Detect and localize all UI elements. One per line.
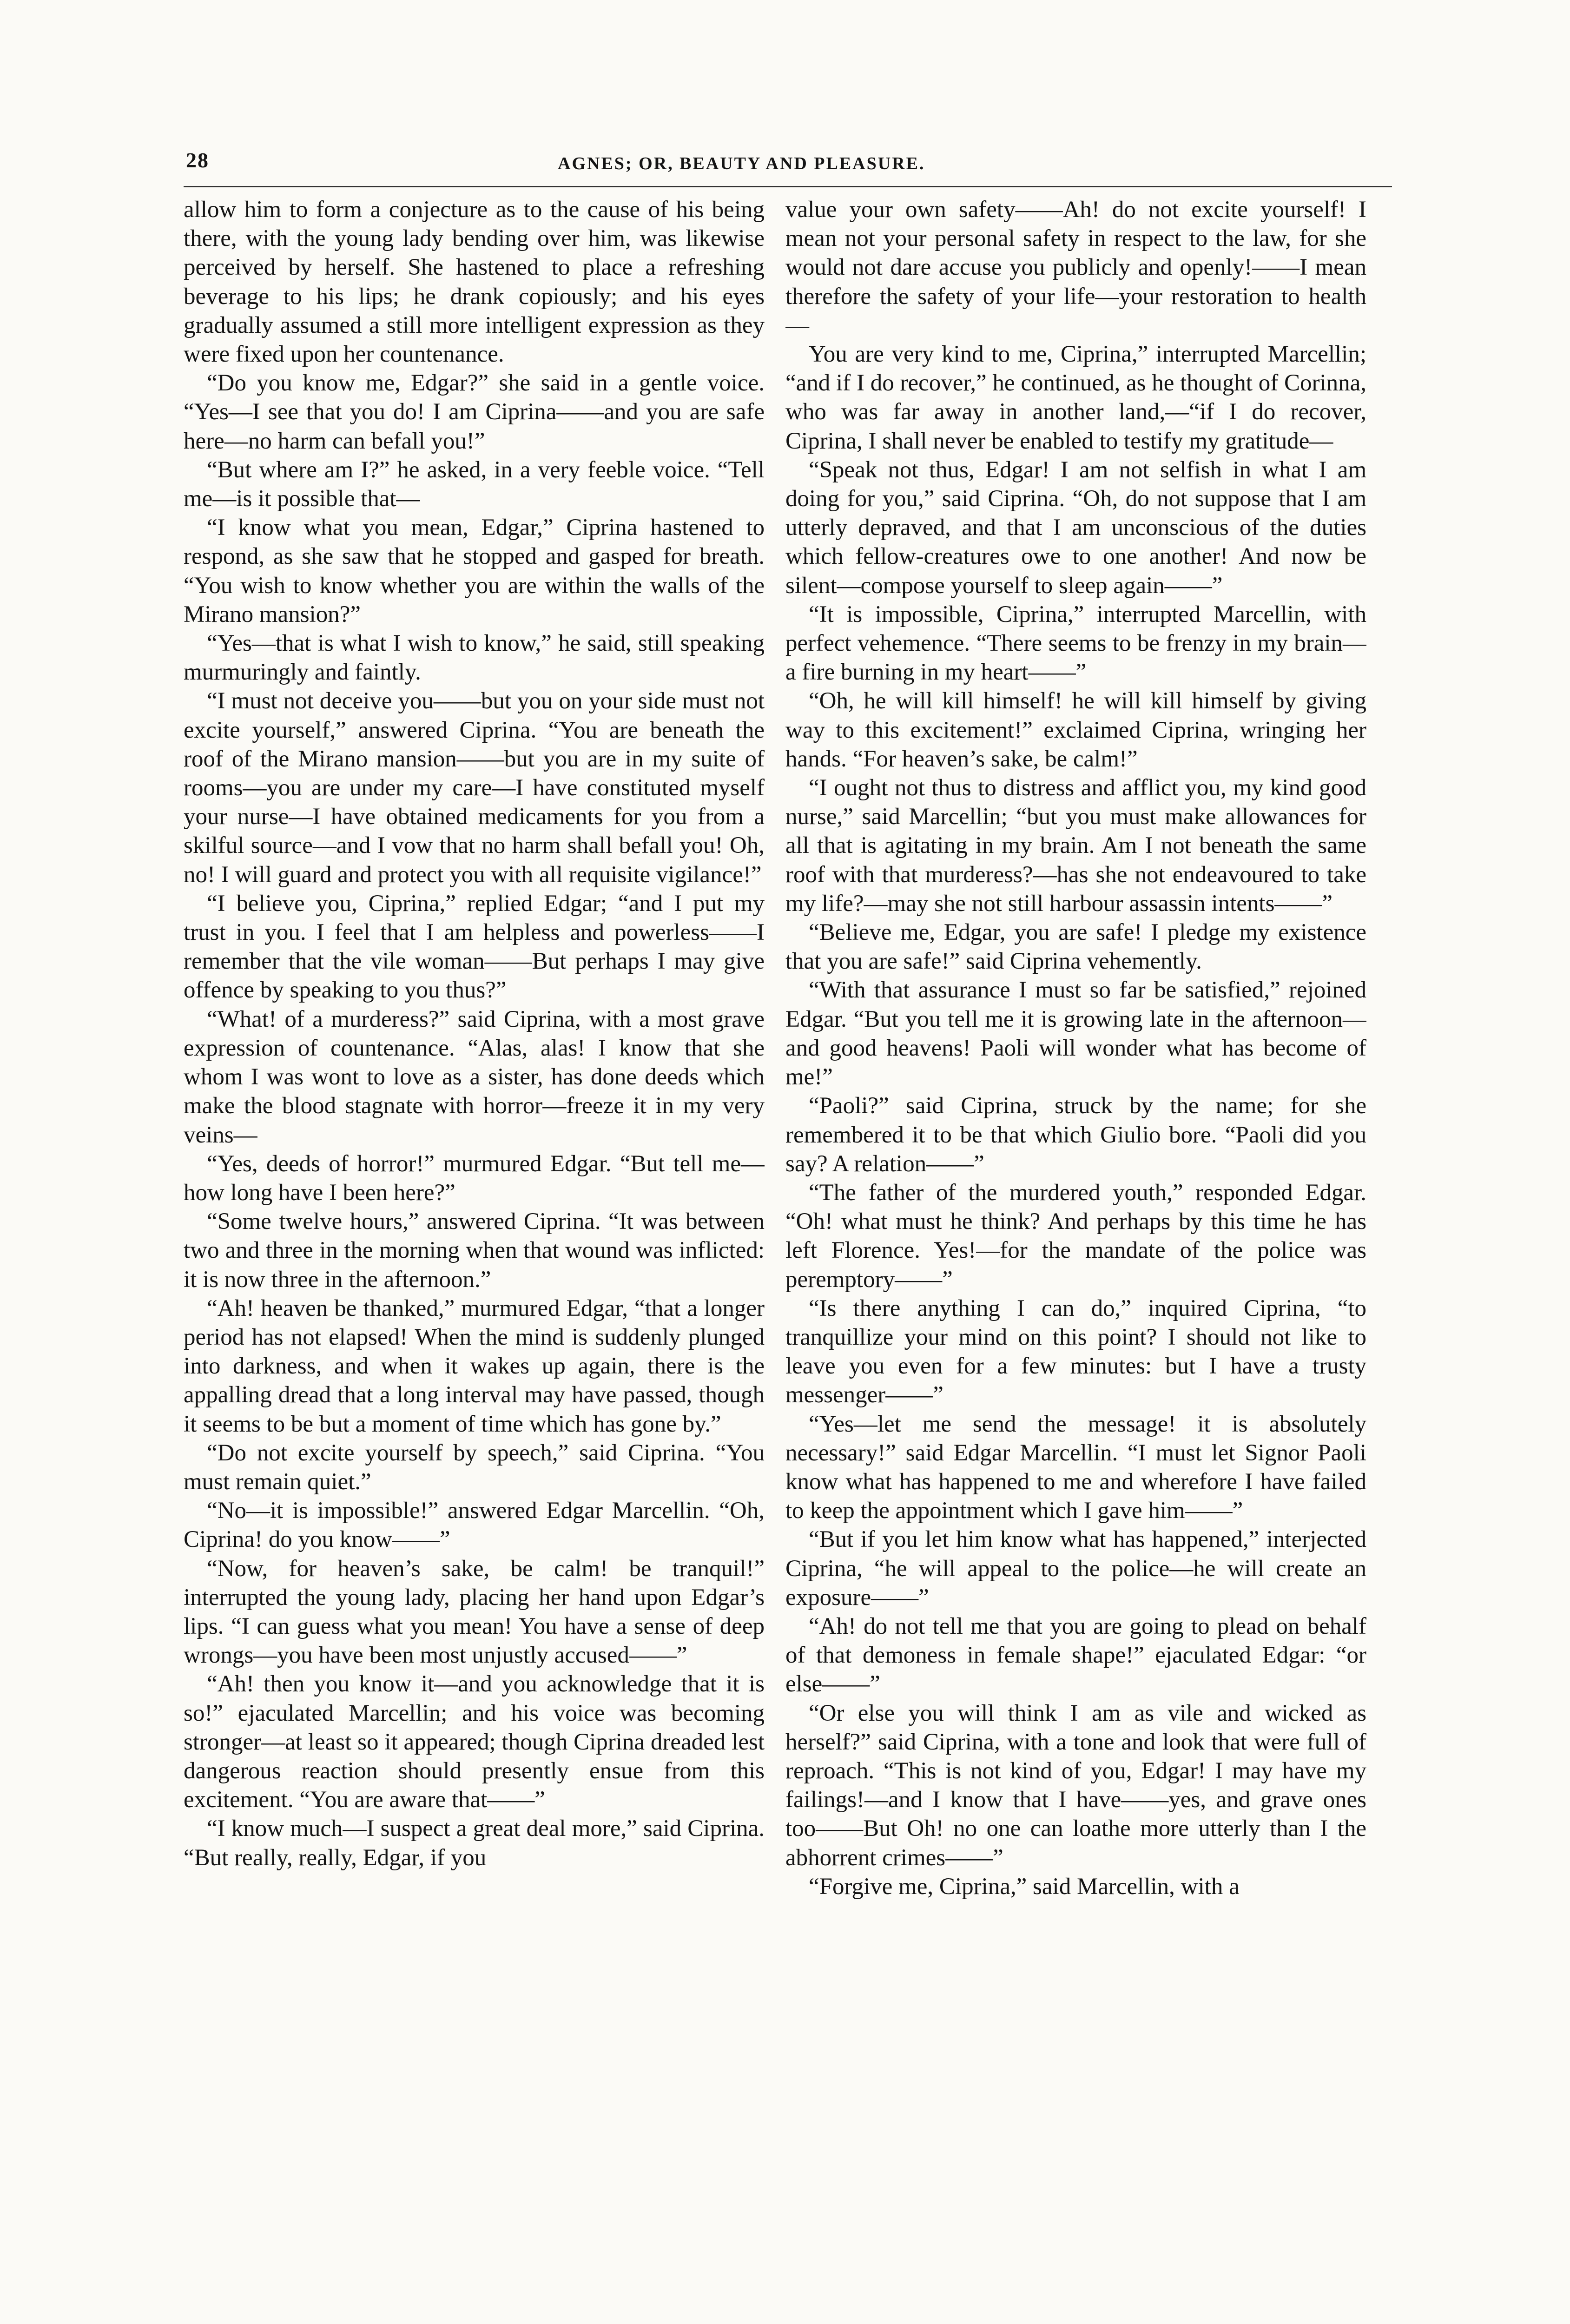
paragraph: “Do you know me, Edgar?” she said in a gentle voice. “Yes—I see that you do! I am Ciprina——and you are safe here—no harm can befall you!”: [184, 370, 765, 454]
paragraph: “The father of the murdered youth,” responded Edgar. “Oh! what must he think? And perhaps by this time he has left Florence. Yes!—for the mandate of the police was peremptory——”: [785, 1179, 1366, 1293]
paragraph: “I must not deceive you——but you on your side must not excite yourself,” answered Ciprina. “You are beneath the roof of the Mirano mansion——but you are in my suite of rooms—you are under my care—I have constituted myself your nurse—I have obtained medicaments for you from a skilful source—and I vow that no harm shall befall you! Oh, no! I will guard and protect you with all requisite vigilance!”: [184, 688, 765, 888]
paragraph: “Forgive me, Ciprina,” said Marcellin, with a: [809, 1873, 1240, 1900]
header-rule: [184, 186, 1392, 187]
paragraph: “I know what you mean, Edgar,” Ciprina hastened to respond, as she saw that he stopped and gasped for breath. “You wish to know whether you are within the walls of the Mirano mansion?”: [184, 515, 765, 627]
paragraph: “Now, for heaven’s sake, be calm! be tranquil!” interrupted the young lady, placing her hand upon Edgar’s lips. “I can guess what you mean! You have a sense of deep wrongs—you have been most unjustly accused——”: [184, 1555, 765, 1669]
paragraph: “Paoli?” said Ciprina, struck by the name; for she remembered it to be that which Giulio bore. “Paoli did you say? A relation——”: [785, 1093, 1366, 1177]
paragraph: “Or else you will think I am as vile and wicked as herself?” said Ciprina, with a tone and look that were full of reproach. “This is not kind of you, Edgar! I may have my failings!—and I know that I have——yes, and grave ones too——But Oh! no one can loathe more utterly than I the abhorrent crimes——”: [785, 1700, 1366, 1871]
paragraph: “Oh, he will kill himself! he will kill himself by giving way to this excitement!” exclaimed Ciprina, wringing her hands. “For heaven’s sake, be calm!”: [785, 688, 1366, 772]
paragraph: value your own safety——Ah! do not excite yourself! I mean not your personal safety in respect to the law, for she would not dare accuse you publicly and openly!——I mean therefore the safety of your life—your restoration to health—: [785, 197, 1366, 338]
paragraph: “Some twelve hours,” answered Ciprina. “It was between two and three in the morning when that wound was inflicted: it is now three in the afternoon.”: [184, 1208, 765, 1293]
paragraph: “I ought not thus to distress and afflict you, my kind good nurse,” said Marcellin; “but you must make allowances for all that is agitating in my brain. Am I not beneath the same roof with that murderess?—has she not endeavoured to take my life?—may she not still harbour assassin intents——”: [785, 775, 1366, 917]
paragraph: “It is impossible, Ciprina,” interrupted Marcellin, with perfect vehemence. “There seems to be frenzy in my brain—a fire burning in my heart——”: [785, 601, 1366, 686]
paragraph: allow him to form a conjecture as to the cause of his being there, with the young lady bending over him, was likewise perceived by herself. She hastened to place a refreshing beverage to his lips; he drank copiously; and his eyes gradually assumed a still more intelligent expression as they were fixed upon her countenance.: [184, 197, 765, 368]
left-column: [184, 195, 765, 2324]
paragraph: “With that assurance I must so far be satisfied,” rejoined Edgar. “But you tell me it is growing late in the afternoon—and good heavens! Paoli will wonder what has become of me!”: [785, 977, 1366, 1090]
paragraph: “Yes—that is what I wish to know,” he said, still speaking murmuringly and faintly.: [184, 630, 765, 686]
paragraph: “Believe me, Edgar, you are safe! I pledge my existence that you are safe!” said Ciprina vehemently.: [785, 919, 1366, 975]
paragraph: “I know much—I suspect a great deal more,” said Ciprina. “But really, really, Edgar, if you: [184, 1816, 765, 1871]
paragraph: “Is there anything I can do,” inquired Ciprina, “to tranquillize your mind on this point? I should not like to leave you even for a few minutes: but I have a trusty messenger——”: [785, 1295, 1366, 1408]
paragraph: “I believe you, Ciprina,” replied Edgar; “and I put my trust in you. I feel that I am helpless and powerless——I remember that the vile woman——But perhaps I may give offence by speaking to you thus?”: [184, 890, 765, 1004]
paragraph: “Do not excite yourself by speech,” said Ciprina. “You must remain quiet.”: [184, 1439, 765, 1495]
paragraph: “Yes—let me send the message! it is absolutely necessary!” said Edgar Marcellin. “I must let Signor Paoli know what has happened to me and wherefore I have failed to keep the appointment which I gave him——”: [785, 1411, 1366, 1524]
paragraph: “Speak not thus, Edgar! I am not selfish in what I am doing for you,” said Ciprina. “Oh, do not suppose that I am utterly depraved, and that I am unconscious of the duties which fellow-creatures owe to one another! And now be silent—compose yourself to sleep again——”: [785, 456, 1366, 599]
paragraph: You are very kind to me, Ciprina,” interrupted Marcellin; “and if I do recover,” he continued, as he thought of Corinna, who was far away in another land,—“if I do recover, Ciprina, I shall never be enabled to testify my gratitude—: [785, 341, 1366, 454]
running-head: AGNES; OR, BEAUTY AND PLEASURE.: [558, 154, 925, 173]
paragraph: “Ah! heaven be thanked,” murmured Edgar, “that a longer period has not elapsed! When the mind is suddenly plunged into darkness, and when it wakes up again, there is the appalling dread that a long interval may have passed, though it seems to be but a moment of time which has gone by.”: [184, 1295, 765, 1437]
paragraph: “But if you let him know what has happened,” interjected Ciprina, “he will appeal to the police—he will create an exposure——”: [785, 1526, 1366, 1611]
paragraph: “No—it is impossible!” answered Edgar Marcellin. “Oh, Ciprina! do you know——”: [184, 1498, 765, 1553]
right-column: [785, 195, 1366, 2324]
paragraph: “What! of a murderess?” said Ciprina, with a most grave expression of countenance. “Alas, alas! I know that she whom I was wont to love as a sister, has done deeds which make the blood stagnate with horror—freeze it in my very veins—: [184, 1006, 765, 1148]
paragraph: “Yes, deeds of horror!” murmured Edgar. “But tell me—how long have I been here?”: [184, 1150, 765, 1206]
paragraph: “Ah! do not tell me that you are going to plead on behalf of that demoness in female shape!” ejaculated Edgar: “or else——”: [785, 1613, 1366, 1697]
page-number: 28: [186, 148, 209, 172]
paragraph: “Ah! then you know it—and you acknowledge that it is so!” ejaculated Marcellin; and his voice was becoming stronger—at least so it appeared; though Ciprina dreaded lest dangerous reaction should presently ensue from this excitement. “You are aware that——”: [184, 1671, 765, 1813]
paragraph: “But where am I?” he asked, in a very feeble voice. “Tell me—is it possible that—: [184, 456, 765, 512]
